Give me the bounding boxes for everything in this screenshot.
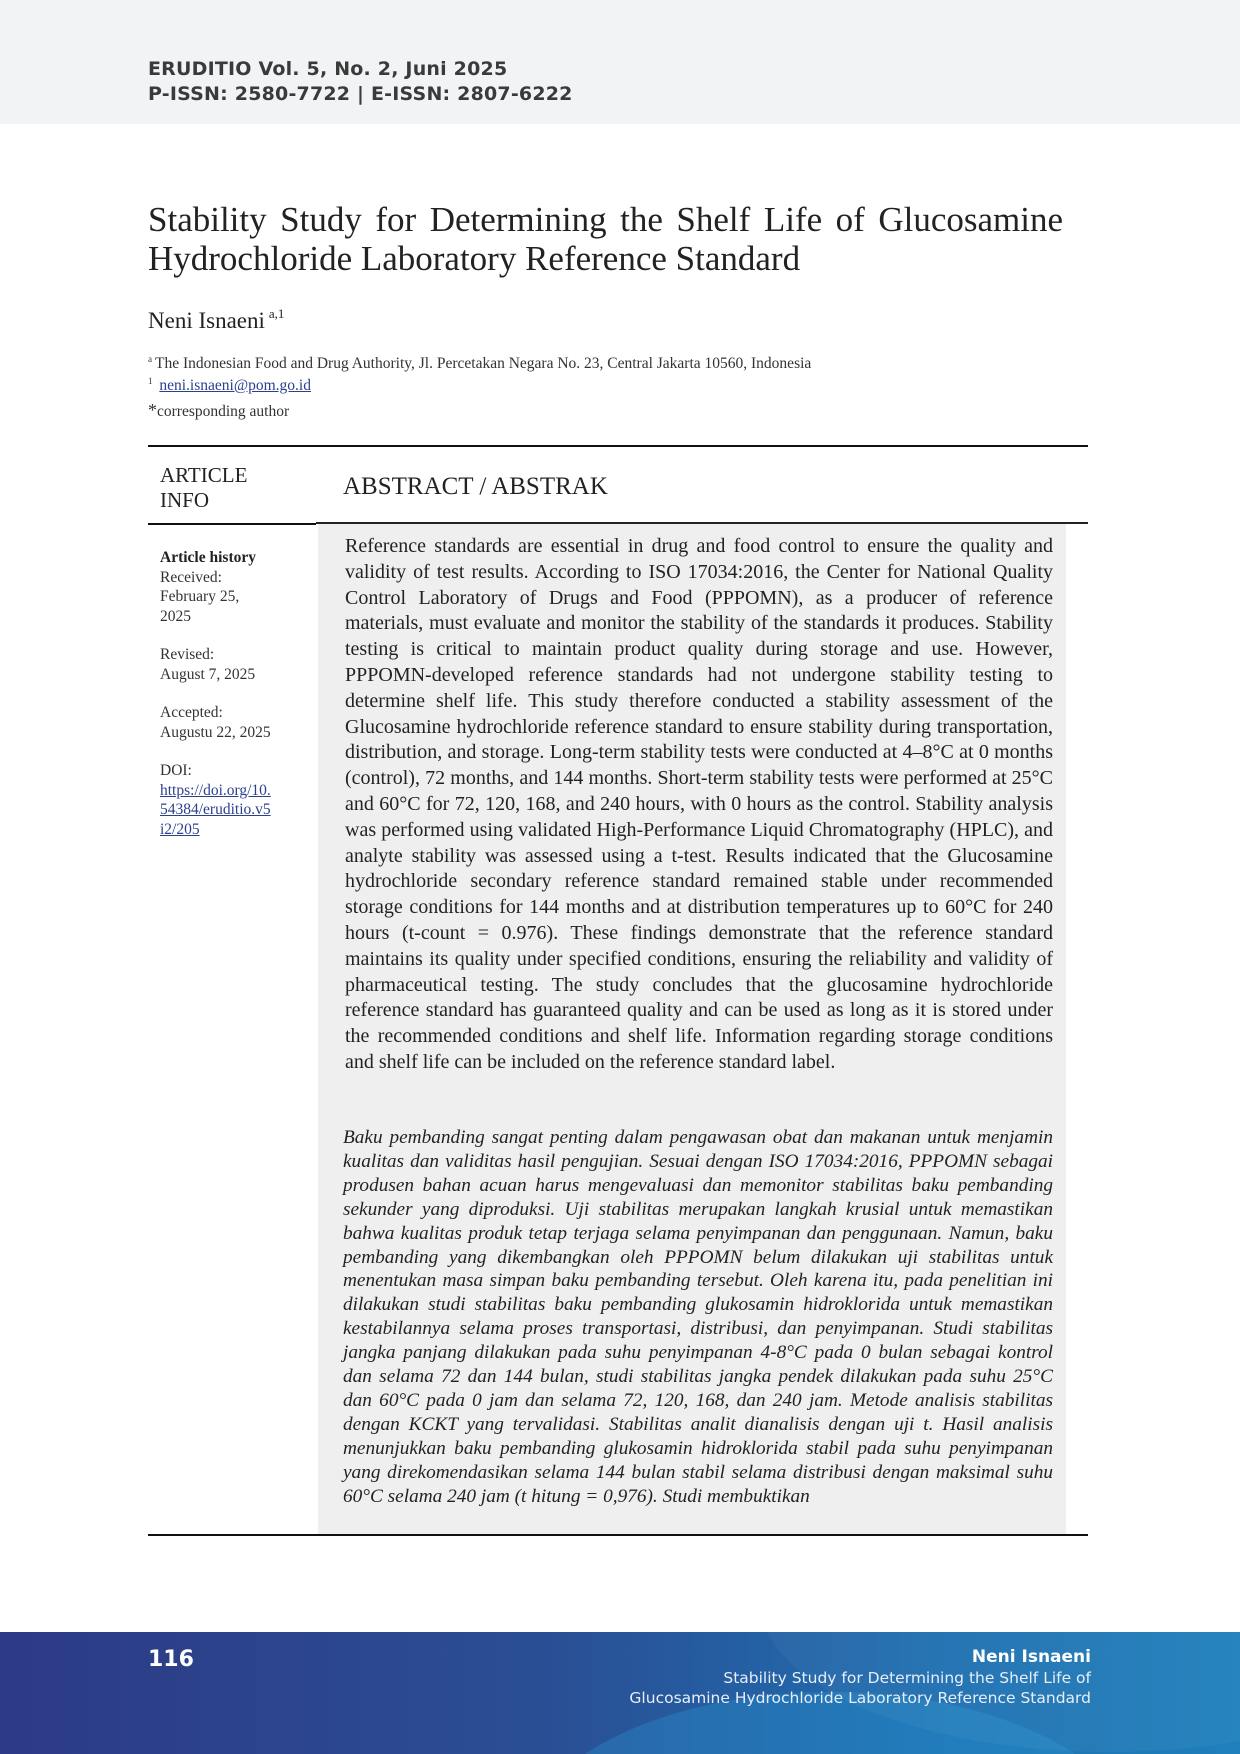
author-name-text: Neni Isnaeni: [148, 308, 265, 333]
received-label: Received:: [160, 568, 222, 586]
article-info-heading-line-1: ARTICLE: [160, 463, 248, 487]
received-date-line-1: February 25,: [160, 588, 240, 605]
article-title: [148, 200, 1063, 278]
abstract-indonesian: Baku pembanding sangat penting dalam pengawasan obat dan makanan untuk menjamin kualitas dan validitas hasil pengujian. Sesuai dengan ISO 17034:2016, PPPOMN sebagai produsen bahan acuan harus mengevaluasi dan memonitor stabilitas baku pembanding sekunder yang diproduksi. Uji stabilitas merupakan langkah krusial untuk memastikan bahwa kualitas produk tetap terjaga selama penyimpanan dan penggunaan. Namun, baku pembanding yang dikembangkan oleh PPPOMN belum dilakukan uji stabilitas untuk menentukan masa simpan baku pembanding tersebut. Oleh karena itu, pada penelitian ini dilakukan studi stabilitas baku pembanding glukosamin hidroklorida untuk memastikan kestabilannya selama proses transportasi, distribusi, dan penyimpanan. Studi stabilitas jangka panjang dilakukan pada suhu penyimpanan 4-8°C pada 0 bulan sebagai kontrol dan selama 72 dan 144 bulan, studi stabilitas jangka pendek dilakukan pada suhu 25°C dan 60°C pada 0 jam dan selama 72, 120, 168, dan 240 jam. Metode analisis stabilitas dengan KCKT yang tervalidasi. Stabilitas analit dianalisis dengan uji t. Hasil analisis menunjukkan baku pembanding glukosamin hidroklorida stabil pada suhu penyimpanan yang direkomendasikan selama 144 bulan stabil selama distribusi dengan maksimal suhu 60°C selama 240 jam (t hitung = 0,976). Studi membuktikan: [343, 1127, 1053, 1507]
abstract-heading: ABSTRACT / ABSTRAK: [343, 473, 608, 500]
spacer: [160, 684, 292, 703]
author-superscript: a,1: [268, 306, 285, 321]
corresponding-text: corresponding author: [157, 403, 290, 420]
email-link[interactable]: neni.isnaeni@pom.go.id: [159, 377, 311, 394]
spacer: [160, 742, 292, 761]
article-info-heading: [160, 463, 290, 513]
article-history-label: Article history: [160, 549, 256, 566]
journal-volume: ERUDITIO Vol. 5, No. 2, Juni 2025: [148, 58, 508, 80]
footer-title-line-1: Stability Study for Determining the Shelf Life of: [723, 1669, 1091, 1687]
top-divider: [148, 445, 1088, 447]
revised-label: Revised:: [160, 646, 215, 663]
received-date-line-2: 2025: [160, 607, 191, 625]
bottom-divider: [148, 1534, 1088, 1536]
author-name: [148, 306, 284, 334]
page-number: 116: [148, 1647, 194, 1672]
article-info-sidebar: [160, 548, 292, 839]
article-info-heading-line-2: INFO: [160, 488, 210, 512]
doi-link-line-2[interactable]: 54384/eruditio.v5: [160, 801, 271, 818]
footer-author: Neni Isnaeni: [971, 1647, 1091, 1667]
doi-link-line-3[interactable]: i2/205: [160, 820, 200, 838]
affiliation-superscript: a: [148, 354, 152, 364]
doi-label: DOI:: [160, 762, 192, 779]
accepted-date: Augustu 22, 2025: [160, 723, 271, 741]
email-superscript: 1: [148, 376, 153, 386]
article-title-line-2: Hydrochloride Laboratory Reference Standard: [148, 239, 801, 278]
revised-date: August 7, 2025: [160, 665, 256, 683]
corresponding-note: [148, 400, 289, 421]
spacer: [160, 626, 292, 645]
article-title-line-1: Stability Study for Determining the Shelf Life of Glucosamine: [148, 200, 1063, 239]
journal-issn: P-ISSN: 2580-7722 | E-ISSN: 2807-6222: [148, 83, 573, 105]
accepted-label: Accepted:: [160, 704, 223, 721]
doi-link-line-1[interactable]: https://doi.org/10.: [160, 781, 271, 799]
corresponding-star: *: [148, 400, 157, 420]
affiliation: [148, 354, 811, 373]
footer-title-line-2: Glucosamine Hydrochloride Laboratory Reference Standard: [629, 1689, 1091, 1707]
affiliation-text: The Indonesian Food and Drug Authority, Jl. Percetakan Negara No. 23, Central Jakarta 10560, Indonesia: [155, 355, 812, 372]
email-line: [148, 376, 311, 395]
info-divider: [148, 523, 316, 525]
abstract-english: Reference standards are essential in drug and food control to ensure the quality and validity of test results. According to ISO 17034:2016, the Center for National Quality Control Laboratory of Drugs and Food (PPPOMN), as a producer of reference materials, must evaluate and monitor the stability of the standards it produces. Stability testing is critical to maintain product quality during storage and use. However, PPPOMN-developed reference standards had not undergone stability testing to determine shelf life. This study therefore conducted a stability assessment of the Glucosamine hydrochloride reference standard to ensure stability during transportation, distribution, and storage. Long-term stability tests were conducted at 4–8°C at 0 months (control), 72 months, and 144 months. Short-term stability tests were performed at 25°C and 60°C for 72, 120, 168, and 240 hours, with 0 hours as the control. Stability analysis was performed using validated High-Performance Liquid Chromatography (HPLC), and analyte stability was assessed using a t-test. Results indicated that the Glucosamine hydrochloride secondary reference standard remained stable under recommended storage conditions for 144 months and at distribution temperatures up to 60°C for 240 hours (t-count = 0.976). These findings demonstrate that the reference standard maintains its quality under specified conditions, ensuring the reliability and validity of pharmaceutical testing. The study concludes that the glucosamine hydrochloride reference standard has guaranteed quality and can be used as long as it is stored under the recommended conditions and shelf life. Information regarding storage conditions and shelf life can be included on the reference standard label.: [345, 535, 1053, 1073]
